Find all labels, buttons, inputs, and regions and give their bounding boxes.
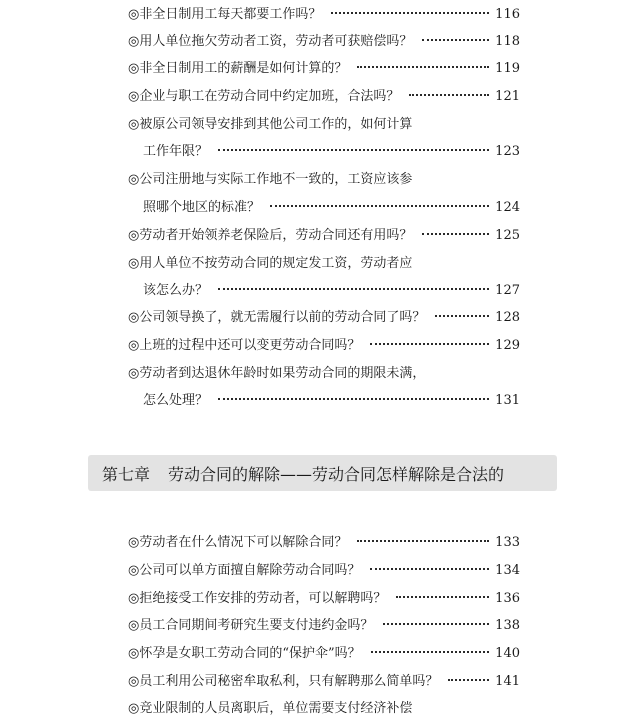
dot-leader <box>218 148 489 151</box>
toc-page-number: 141 <box>495 674 520 689</box>
toc-entry[interactable] <box>128 225 520 247</box>
toc-entry-title: ◎员工利用公司秘密牟取私利，只有解聘那么简单吗？ <box>128 674 439 689</box>
toc-entry-title-continued: 怎么处理？ <box>143 393 209 408</box>
toc-entry-title: ◎竞业限制的人员离职后，单位需要支付经济补偿 <box>128 701 413 716</box>
toc-entry-title: ◎员工合同期间考研究生要支付违约金吗？ <box>128 618 374 633</box>
toc-entry-title: ◎劳动者在什么情况下可以解除合同？ <box>128 535 348 550</box>
toc-entry-title: ◎非全日制用工的薪酬是如何计算的？ <box>128 61 348 76</box>
toc-entry-first-line[interactable] <box>128 169 528 191</box>
dot-leader <box>435 314 489 317</box>
toc-entry[interactable] <box>128 31 520 53</box>
toc-entry-title: ◎企业与职工在劳动合同中约定加班，合法吗？ <box>128 89 400 104</box>
toc-entry-title: ◎公司可以单方面擅自解除劳动合同吗？ <box>128 563 361 578</box>
toc-entry[interactable] <box>128 588 520 610</box>
toc-entry-title: ◎拒绝接受工作安排的劳动者，可以解聘吗？ <box>128 591 387 606</box>
toc-entry-title-continued: 工作年限？ <box>143 144 209 159</box>
dot-leader <box>218 397 489 400</box>
toc-entry-title-continued: 该怎么办？ <box>143 283 209 298</box>
toc-page-number: 125 <box>495 228 520 243</box>
toc-entry-title: ◎非全日制用工每天都要工作吗？ <box>128 7 322 22</box>
dot-leader <box>409 93 489 96</box>
toc-page-number: 136 <box>495 591 520 606</box>
toc-page-number: 133 <box>495 535 520 550</box>
dot-leader <box>357 65 489 68</box>
toc-entry[interactable] <box>128 532 520 554</box>
toc-entry[interactable] <box>128 560 520 582</box>
toc-entry-title: ◎劳动者到达退休年龄时如果劳动合同的期限未满， <box>128 366 426 381</box>
toc-entry[interactable] <box>128 86 520 108</box>
toc-page-number: 140 <box>495 646 520 661</box>
toc-entry-title: ◎用人单位不按劳动合同的规定发工资，劳动者应 <box>128 256 413 271</box>
toc-entry[interactable] <box>128 4 520 26</box>
dot-leader <box>371 650 490 653</box>
toc-page-number: 116 <box>495 7 520 22</box>
toc-entry-title: ◎怀孕是女职工劳动合同的“保护伞”吗？ <box>128 646 361 661</box>
toc-entry[interactable] <box>128 643 520 665</box>
dot-leader <box>218 287 489 290</box>
toc-entry[interactable] <box>128 671 520 693</box>
dot-leader <box>370 567 489 570</box>
toc-entry-title: ◎上班的过程中还可以变更劳动合同吗？ <box>128 338 361 353</box>
toc-page-number: 128 <box>495 310 520 325</box>
dot-leader <box>396 595 489 598</box>
dot-leader <box>331 11 489 14</box>
toc-page-number: 124 <box>495 200 520 215</box>
toc-entry-first-line[interactable] <box>128 114 528 136</box>
toc-entry-continuation[interactable] <box>143 280 520 302</box>
toc-entry-continuation[interactable] <box>143 390 520 412</box>
dot-leader <box>422 232 489 235</box>
dot-leader <box>357 539 489 542</box>
toc-entry-first-line[interactable] <box>128 698 528 720</box>
dot-leader <box>370 342 489 345</box>
toc-page-number: 119 <box>495 61 520 76</box>
toc-entry-title: ◎劳动者开始领养老保险后，劳动合同还有用吗？ <box>128 228 413 243</box>
toc-page-number: 131 <box>495 393 520 408</box>
toc-entry-continuation[interactable] <box>143 197 520 219</box>
toc-entry-title-continued: 照哪个地区的标准？ <box>143 200 261 215</box>
toc-page-number: 121 <box>495 89 520 104</box>
dot-leader <box>270 204 489 207</box>
toc-entry-first-line[interactable] <box>128 363 528 385</box>
chapter-heading[interactable] <box>88 455 557 491</box>
toc-entry[interactable] <box>128 307 520 329</box>
chapter-title: 劳动合同的解除——劳动合同怎样解除是合法的 <box>168 464 505 484</box>
toc-page-number: 118 <box>495 34 520 49</box>
dot-leader <box>383 622 489 625</box>
toc-entry-title: ◎用人单位拖欠劳动者工资，劳动者可获赔偿吗？ <box>128 34 413 49</box>
toc-page-number: 138 <box>495 618 520 633</box>
dot-leader <box>448 678 489 681</box>
dot-leader <box>422 38 489 41</box>
toc-page-number: 134 <box>495 563 520 578</box>
toc-entry[interactable] <box>128 335 520 357</box>
toc-page-number: 123 <box>495 144 520 159</box>
toc-entry-title: ◎公司领导换了，就无需履行以前的劳动合同了吗？ <box>128 310 426 325</box>
toc-page-number: 127 <box>495 283 520 298</box>
toc-page-number: 129 <box>495 338 520 353</box>
toc-entry-first-line[interactable] <box>128 253 528 275</box>
toc-entry[interactable] <box>128 58 520 80</box>
toc-entry[interactable] <box>128 615 520 637</box>
chapter-number: 第七章 <box>102 464 151 484</box>
toc-entry-continuation[interactable] <box>143 141 520 163</box>
toc-entry-title: ◎公司注册地与实际工作地不一致的，工资应该参 <box>128 172 413 187</box>
toc-entry-title: ◎被原公司领导安排到其他公司工作的，如何计算 <box>128 117 413 132</box>
